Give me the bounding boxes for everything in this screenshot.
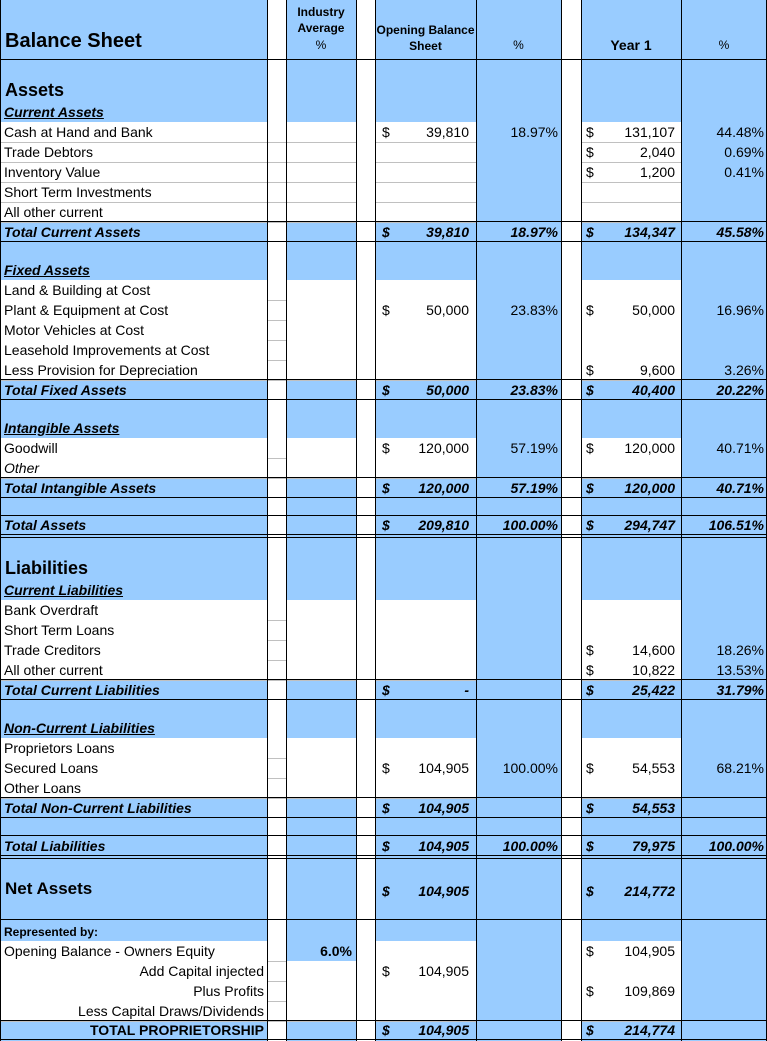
input-cell[interactable] [286, 340, 356, 360]
input-cell[interactable] [375, 600, 476, 620]
input-cell[interactable] [375, 981, 476, 1001]
gridline [0, 534, 767, 535]
y1-dollar: $ [586, 838, 594, 854]
input-cell[interactable] [581, 280, 681, 300]
gridline [0, 919, 767, 920]
opening-balance-value: 39,810 [426, 124, 469, 140]
row-label: Opening Balance - Owners Equity [4, 943, 215, 959]
header-average: Average [297, 21, 345, 35]
input-cell[interactable] [375, 778, 476, 798]
ob-cell[interactable] [375, 142, 476, 162]
row-label: Total Non-Current Liabilities [4, 800, 192, 816]
input-cell[interactable] [581, 620, 681, 640]
row-label: Total Intangible Assets [4, 480, 157, 496]
input-cell[interactable] [375, 941, 476, 961]
ob-dollar: $ [382, 963, 390, 979]
gridline [0, 1039, 767, 1040]
row-label: Inventory Value [4, 164, 101, 180]
row-label: Plant & Equipment at Cost [4, 302, 169, 318]
input-cell[interactable] [375, 640, 476, 660]
gap-column-gap2[interactable] [356, 0, 375, 1041]
y1-dollar: $ [586, 760, 594, 776]
ob-dollar: $ [382, 682, 390, 698]
row-label: Motor Vehicles at Cost [4, 322, 145, 338]
input-cell[interactable] [286, 600, 356, 620]
ob-dollar: $ [382, 517, 390, 533]
y1-value: 104,905 [624, 943, 675, 959]
row-label: Other Loans [4, 780, 82, 796]
column-border [561, 0, 562, 1041]
liabilities-heading: Liabilities [5, 558, 89, 578]
input-cell[interactable] [286, 961, 356, 981]
gridline [0, 379, 767, 380]
ob-dollar: $ [382, 224, 390, 240]
fixed-assets-heading: Fixed Assets [4, 262, 90, 278]
y1-dollar: $ [586, 943, 594, 959]
column-border [375, 0, 376, 1041]
y1-dollar: $ [586, 682, 594, 698]
row-label: Less Capital Draws/Dividends [78, 1003, 264, 1019]
total-proprietorship-y1: 214,774 [624, 1022, 675, 1038]
total-proprietorship-label: TOTAL PROPRIETORSHIP [90, 1022, 264, 1038]
gridline [0, 817, 767, 818]
row-label: Plus Profits [193, 983, 264, 999]
row-label: Secured Loans [4, 760, 99, 776]
current-assets-heading: Current Assets [4, 104, 104, 120]
opening-balance-value: 120,000 [418, 480, 469, 496]
input-cell[interactable] [286, 981, 356, 1001]
y1-dollar: $ [586, 144, 594, 160]
year1-pct: 44.48% [716, 124, 764, 140]
ob-dollar: $ [382, 1022, 390, 1038]
year1-value: 54,553 [632, 760, 675, 776]
gap-column-gap1[interactable] [267, 0, 286, 1041]
y1-dollar: $ [586, 224, 594, 240]
year1-pct: 45.58% [716, 224, 764, 240]
gridline [0, 858, 767, 859]
y1-dollar: $ [586, 517, 594, 533]
gridline [0, 59, 767, 60]
opening-balance-value: 120,000 [418, 440, 469, 456]
row-label: Less Provision for Depreciation [4, 362, 198, 378]
input-cell[interactable] [581, 600, 681, 620]
gridline [581, 182, 681, 183]
header-pct1: % [513, 38, 524, 52]
input-cell[interactable] [286, 1001, 356, 1021]
y1-dollar: $ [586, 883, 594, 899]
row-label: Total Assets [4, 517, 87, 533]
input-cell[interactable] [286, 458, 356, 478]
industry-cell[interactable] [286, 202, 356, 222]
row-label: All other current [4, 204, 103, 220]
year1-pct: 0.69% [724, 144, 764, 160]
input-cell[interactable] [581, 458, 681, 478]
row-label: Total Liabilities [4, 838, 106, 854]
input-cell[interactable] [286, 280, 356, 300]
year1-value: 10,822 [632, 662, 675, 678]
input-cell[interactable] [286, 360, 356, 380]
ob-dollar: $ [382, 838, 390, 854]
y1-dollar: $ [586, 642, 594, 658]
y1-dollar: $ [586, 164, 594, 180]
row-label: Goodwill [4, 440, 58, 456]
y1-dollar: $ [586, 382, 594, 398]
input-cell[interactable] [286, 640, 356, 660]
year1-value: 1,200 [639, 164, 675, 180]
input-cell[interactable] [286, 778, 356, 798]
year1-value: 25,422 [632, 682, 675, 698]
ob-cell[interactable] [375, 202, 476, 222]
input-cell[interactable] [286, 300, 356, 320]
column-border [581, 0, 582, 1041]
input-cell[interactable] [375, 360, 476, 380]
column-border [0, 0, 1, 1041]
row-label: Proprietors Loans [4, 740, 115, 756]
opening-balance-value: 50,000 [426, 302, 469, 318]
input-cell[interactable] [581, 340, 681, 360]
gridline [0, 399, 767, 400]
gridline [0, 835, 767, 836]
column-border [476, 0, 477, 1041]
input-cell[interactable] [581, 320, 681, 340]
industry-value: 6.0% [320, 943, 352, 959]
assets-heading: Assets [5, 80, 65, 100]
gridline [0, 797, 767, 798]
year1-value: 134,347 [624, 224, 675, 240]
row-label: Bank Overdraft [4, 602, 99, 618]
y1-dollar: $ [586, 480, 594, 496]
row-label: Short Term Investments [4, 184, 152, 200]
column-border [286, 0, 287, 1041]
row-label: Total Current Assets [4, 224, 141, 240]
row-label: Trade Debtors [4, 144, 93, 160]
year1-value: 120,000 [624, 480, 675, 496]
ob-dollar: $ [382, 302, 390, 318]
year1-pct: 16.96% [716, 302, 764, 318]
opening-balance-value: - [464, 682, 469, 698]
opening-balance-value: 50,000 [426, 382, 469, 398]
industry-cell[interactable] [286, 142, 356, 162]
y1-dollar: $ [586, 302, 594, 318]
input-cell[interactable] [581, 1001, 681, 1021]
current-liabilities-heading: Current Liabilities [4, 582, 124, 598]
year1-value: 120,000 [624, 440, 675, 456]
year1-pct: 40.71% [716, 480, 764, 496]
year1-pct: 0.41% [724, 164, 764, 180]
year1-pct: 106.51% [708, 517, 764, 533]
input-cell[interactable] [375, 320, 476, 340]
column-border [267, 0, 268, 1041]
gridline [0, 855, 767, 856]
ob-dollar: $ [382, 440, 390, 456]
gap-column-gap3[interactable] [561, 0, 581, 1041]
ob-dollar: $ [382, 760, 390, 776]
opening-pct: 57.19% [510, 440, 558, 456]
row-label: Land & Building at Cost [4, 282, 151, 298]
input-cell[interactable] [286, 758, 356, 778]
row-label: Leasehold Improvements at Cost [4, 342, 210, 358]
row-label: Total Current Liabilities [4, 682, 160, 698]
opening-balance-value: 39,810 [426, 224, 469, 240]
gridline [375, 182, 476, 183]
noncurrent-liabilities-heading: Non-Current Liabilities [4, 720, 155, 736]
input-cell[interactable] [375, 280, 476, 300]
total-proprietorship-ob: 104,905 [418, 1022, 469, 1038]
year1-value: 14,600 [632, 642, 675, 658]
row-label: Short Term Loans [4, 622, 115, 638]
year1-value: 50,000 [632, 302, 675, 318]
year1-value: 2,040 [639, 144, 675, 160]
opening-pct: 23.83% [510, 382, 558, 398]
opening-balance-value: 104,905 [418, 760, 469, 776]
header-pct2: % [718, 38, 730, 52]
opening-pct: 18.97% [510, 224, 558, 240]
input-cell[interactable] [581, 778, 681, 798]
input-cell[interactable] [286, 660, 356, 680]
input-cell[interactable] [581, 738, 681, 758]
represented-by-heading: Represented by: [4, 925, 99, 939]
y1-dollar: $ [586, 983, 594, 999]
gridline [375, 162, 476, 163]
year1-value: 9,600 [639, 362, 675, 378]
net-assets-ob: 104,905 [418, 883, 469, 899]
year1-pct: 40.71% [716, 440, 764, 456]
year1-pct: 68.21% [716, 760, 764, 776]
gridline [0, 699, 767, 700]
opening-pct: 18.97% [510, 124, 558, 140]
header-sheet: Sheet [409, 39, 442, 53]
row-label: Add Capital injected [139, 963, 264, 979]
ob-dollar: $ [382, 382, 390, 398]
header-industry: Industry [297, 5, 345, 19]
row-label: Total Fixed Assets [4, 382, 127, 398]
input-cell[interactable] [375, 458, 476, 478]
opening-balance-value: 209,810 [418, 517, 469, 533]
year1-value: 131,107 [624, 124, 675, 140]
input-cell[interactable] [286, 620, 356, 640]
y1-dollar: $ [586, 440, 594, 456]
gridline [581, 202, 681, 203]
y1-value: 109,869 [624, 983, 675, 999]
year1-pct: 20.22% [716, 382, 764, 398]
row-label: Other [4, 460, 40, 476]
y1-dollar: $ [586, 362, 594, 378]
year1-pct: 3.26% [724, 362, 764, 378]
ob-dollar: $ [382, 124, 390, 140]
header-year1: Year 1 [610, 37, 652, 53]
year1-pct: 100.00% [708, 838, 764, 854]
opening-pct: 23.83% [510, 302, 558, 318]
year1-value: 294,747 [624, 517, 675, 533]
year1-pct: 18.26% [716, 642, 764, 658]
header-opening: Opening Balance [376, 23, 475, 37]
year1-pct: 31.79% [716, 682, 764, 698]
input-cell[interactable] [286, 438, 356, 458]
ob-value: 104,905 [418, 963, 469, 979]
input-cell[interactable] [286, 738, 356, 758]
year1-value: 79,975 [632, 838, 675, 854]
input-cell[interactable] [375, 660, 476, 680]
industry-cell[interactable] [286, 122, 356, 142]
row-label: All other current [4, 662, 103, 678]
gridline [0, 679, 767, 680]
column-border [356, 0, 357, 1041]
industry-cell[interactable] [286, 182, 356, 202]
gridline [375, 202, 476, 203]
input-cell[interactable] [375, 340, 476, 360]
y1-dollar: $ [586, 662, 594, 678]
row-label: Cash at Hand and Bank [4, 124, 153, 140]
intangible-assets-heading: Intangible Assets [4, 420, 120, 436]
ob-dollar: $ [382, 883, 390, 899]
gridline [0, 221, 767, 222]
gridline [375, 142, 476, 143]
input-cell[interactable] [581, 961, 681, 981]
net-assets-y1: 214,772 [624, 883, 675, 899]
ob-cell[interactable] [375, 182, 476, 202]
input-cell[interactable] [375, 620, 476, 640]
header-ind-pct: % [315, 38, 327, 52]
y1-dollar: $ [586, 1022, 594, 1038]
column-border [681, 0, 682, 1041]
opening-pct: 100.00% [502, 517, 558, 533]
opening-balance-value: 104,905 [418, 838, 469, 854]
opening-pct: 100.00% [502, 838, 558, 854]
ob-cell[interactable] [375, 162, 476, 182]
opening-pct: 100.00% [502, 760, 558, 776]
y1-dollar: $ [586, 124, 594, 140]
y1-cell[interactable] [581, 202, 681, 222]
year1-pct: 13.53% [716, 662, 764, 678]
gridline [0, 497, 767, 498]
input-cell[interactable] [375, 1001, 476, 1021]
y1-cell[interactable] [581, 182, 681, 202]
ob-dollar: $ [382, 480, 390, 496]
year1-value: 40,400 [632, 382, 675, 398]
input-cell[interactable] [375, 738, 476, 758]
y1-dollar: $ [586, 800, 594, 816]
gridline [0, 537, 767, 538]
opening-pct: 57.19% [510, 480, 558, 496]
gridline [0, 241, 767, 242]
year1-value: 54,553 [632, 800, 675, 816]
opening-balance-value: 104,905 [418, 800, 469, 816]
industry-cell[interactable] [286, 162, 356, 182]
input-cell[interactable] [286, 320, 356, 340]
ob-dollar: $ [382, 800, 390, 816]
sheet-title: Balance Sheet [5, 30, 142, 52]
row-label: Trade Creditors [4, 642, 101, 658]
net-assets-label: Net Assets [5, 879, 93, 898]
gridline [0, 477, 767, 478]
